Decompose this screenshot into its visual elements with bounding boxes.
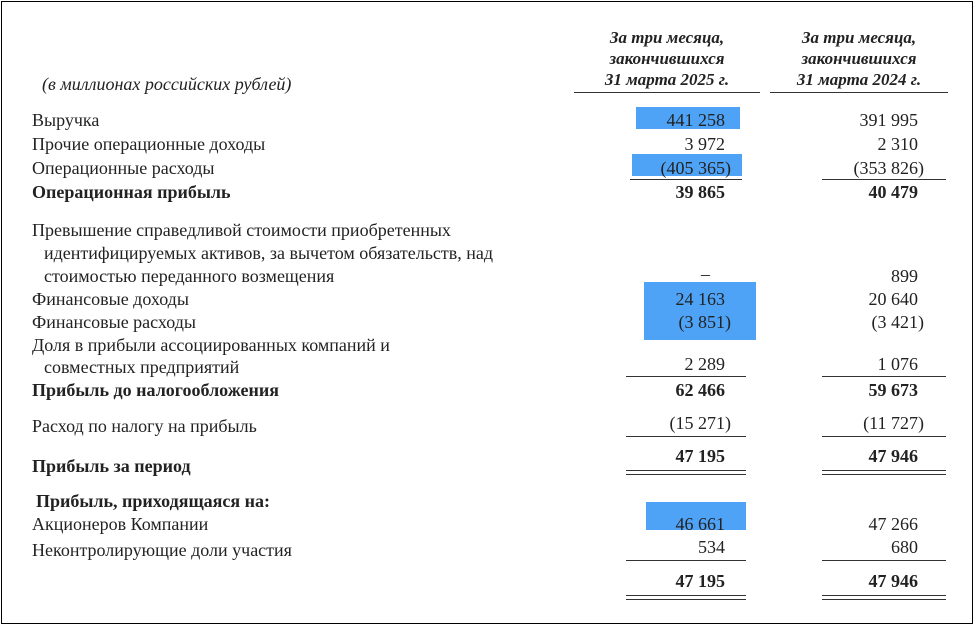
value-2024-revenue: 391 995 bbox=[859, 110, 918, 130]
row-label-associates-line2: совместных предприятий bbox=[44, 357, 240, 377]
value-2025-fin-income: 24 163 bbox=[675, 289, 725, 309]
column-header-2024-line3: 31 марта 2024 г. bbox=[796, 70, 922, 89]
row-label-fair-value-line3: стоимостью переданного возмещения bbox=[44, 266, 335, 286]
column-header-2025-line1: За три месяца, bbox=[609, 28, 725, 47]
row-label-period-profit: Прибыль за период bbox=[32, 456, 191, 476]
value-2025-minority: 534 bbox=[698, 537, 725, 557]
row-label-fair-value-line1: Превышение справедливой стоимости приобретенных bbox=[32, 220, 451, 240]
value-2024-fin-income: 20 640 bbox=[868, 289, 918, 309]
value-2024-associates: 1 076 bbox=[877, 354, 918, 374]
period-double-rule-2024 bbox=[822, 470, 946, 475]
row-label-associates-line1: Доля в прибыли ассоциированных компаний и bbox=[32, 335, 390, 355]
value-2024-tax: (11 727) bbox=[863, 413, 924, 433]
value-2025-shareholders: 46 661 bbox=[675, 514, 725, 534]
total-double-rule-2024 bbox=[822, 595, 946, 600]
value-2025-associates: 2 289 bbox=[684, 354, 725, 374]
period-rule-2024 bbox=[822, 436, 946, 437]
value-2025-op-profit: 39 865 bbox=[675, 182, 725, 202]
value-2024-shareholders: 47 266 bbox=[868, 514, 918, 534]
total-rule-2025 bbox=[626, 560, 746, 561]
column-header-2025-line3: 31 марта 2025 г. bbox=[604, 70, 730, 89]
row-label-fair-value-line2: идентифицируемых активов, за вычетом обязательств, над bbox=[44, 243, 494, 263]
section-label-attributable: Прибыль, приходящаяся на: bbox=[36, 491, 270, 511]
column-header-2024-line1: За три месяца, bbox=[801, 28, 917, 47]
row-label-op-profit: Операционная прибыль bbox=[32, 182, 231, 202]
value-2024-period-profit: 47 946 bbox=[868, 446, 918, 466]
income-statement bbox=[1, 1, 973, 624]
value-2025-pretax: 62 466 bbox=[675, 380, 725, 400]
column-header-2025-line2: закончившихся bbox=[609, 49, 725, 68]
row-label-other-income: Прочие операционные доходы bbox=[32, 134, 266, 154]
pretax-rule-2025 bbox=[626, 376, 746, 377]
total-rule-2024 bbox=[822, 560, 946, 561]
row-label-fin-income: Финансовые доходы bbox=[32, 289, 189, 309]
period-rule-2025 bbox=[626, 436, 746, 437]
value-2024-op-profit: 40 479 bbox=[868, 182, 918, 202]
row-label-tax: Расход по налогу на прибыль bbox=[32, 416, 257, 436]
subtotal-rule-2025 bbox=[630, 179, 742, 180]
column-header-2024-underline bbox=[770, 92, 948, 93]
subtotal-rule-2024 bbox=[822, 179, 946, 180]
pretax-rule-2024 bbox=[822, 376, 946, 377]
value-2025-other-income: 3 972 bbox=[684, 134, 725, 154]
column-header-2024 bbox=[770, 27, 948, 90]
row-label-pretax: Прибыль до налогообложения bbox=[32, 380, 279, 400]
value-2025-period-profit: 47 195 bbox=[675, 446, 725, 466]
row-label-op-expenses: Операционные расходы bbox=[32, 158, 215, 178]
value-2024-minority: 680 bbox=[891, 537, 918, 557]
value-2025-revenue: 441 258 bbox=[666, 110, 725, 130]
column-header-2025 bbox=[574, 27, 760, 90]
value-2024-pretax: 59 673 bbox=[868, 380, 918, 400]
value-2024-other-income: 2 310 bbox=[877, 134, 918, 154]
column-header-2025-underline bbox=[574, 92, 760, 93]
value-2024-total: 47 946 bbox=[868, 571, 918, 591]
value-2024-fair-value: 899 bbox=[891, 266, 918, 286]
row-label-fin-expenses: Финансовые расходы bbox=[32, 312, 196, 332]
total-double-rule-2025 bbox=[626, 595, 746, 600]
row-label-minority: Неконтролирующие доли участия bbox=[32, 540, 292, 560]
period-double-rule-2025 bbox=[626, 470, 746, 475]
value-2024-fin-expenses: (3 421) bbox=[871, 312, 924, 332]
row-label-revenue: Выручка bbox=[32, 110, 100, 130]
value-2025-fair-value: – bbox=[701, 264, 710, 284]
column-header-2024-line2: закончившихся bbox=[801, 49, 917, 68]
value-2025-tax: (15 271) bbox=[669, 413, 731, 433]
value-2025-op-expenses: (405 365) bbox=[660, 158, 731, 178]
value-2025-fin-expenses: (3 851) bbox=[678, 312, 731, 332]
value-2024-op-expenses: (353 826) bbox=[853, 158, 924, 178]
units-caption: (в миллионах российских рублей) bbox=[42, 74, 292, 94]
row-label-shareholders: Акционеров Компании bbox=[32, 514, 209, 534]
value-2025-total: 47 195 bbox=[675, 571, 725, 591]
